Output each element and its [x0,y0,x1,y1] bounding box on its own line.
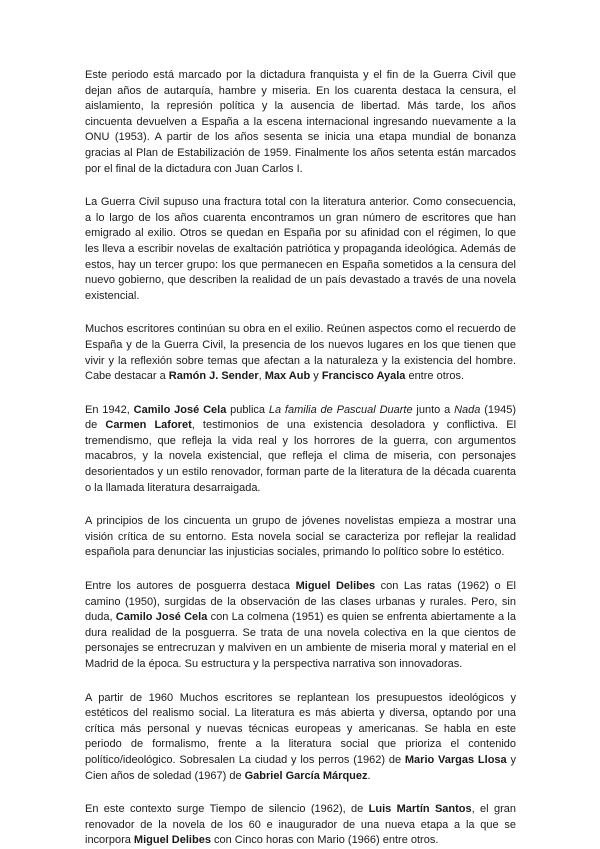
bold-name: Ramón J. Sender [168,370,259,383]
text-run: y Cien años de soledad (1967) de [85,753,516,782]
bold-name: Francisco Ayala [321,370,406,383]
text-run: (1945) de [85,403,517,432]
text-run: junto a [412,403,455,416]
text-run: y [310,370,322,383]
bold-name: Max Aub [264,370,311,383]
text-run: con La colmena (1951) es quien se enfrenta abiertamente a la dura realidad de la posguerra. Se trata de una novela colectiva en la que cientos de personajes se entrecruzan y malviven en un ambiente de miseria moral y material en el Madrid de la época. Su estructura y la perspectiva narrativa son innovadoras. [85,611,516,670]
text-run: Muchos escritores continúan su obra en el exilio. Reúnen aspectos como el recuerdo de España y de la Guerra Civil, la presencia de los nuevos lugares en los que tienen que vivir y la reflexión sobre temas que afectan a la naturaleza y la existencia del hombre. Cabe destacar a [85,323,516,383]
italic-title: Nada [454,403,481,416]
text-run: , el gran renovador de la novela de los 60 e inaugurador de una nueva etapa a la que se incorpora [85,803,516,847]
paragraph-5 [85,514,516,561]
bold-name: Carmen Laforet [105,419,192,432]
text-run: Este periodo está marcado por la dictadura franquista y el fin de la Guerra Civil que dejan años de autarquía, hambre y miseria. En los cuarenta destaca la censura, el aislamiento, la represión política y la ausencia de libertad. Más tarde, los años cincuenta devuelven a España a la escena internacional ingresando nuevamente a la ONU (1953). A partir de los años sesenta se inicia una etapa mundial de bonanza gracias al Plan de Estabilización de 1959. Finalmente los años setenta están marcados por el final de la dictadura con Juan Carlos I. [85,69,516,175]
bold-name: Gabriel García Márquez [244,769,368,782]
italic-title: La familia de Pascual Duarte [268,403,413,416]
paragraph-7 [85,691,516,785]
paragraph-6 [85,579,516,673]
text-run: A principios de los cincuenta un grupo de jóvenes novelistas empieza a mostrar una visión crítica de su entorno. Esta novela social se caracteriza por reflejar la realidad española para denunciar las injusticias sociales, primando lo político sobre lo estético. [85,515,516,559]
text-run: La Guerra Civil supuso una fractura total con la literatura anterior. Como consecuencia, a lo largo de los años cuarenta encontramos un gran número de escritores que han emigrado al exilio. Otros se quedan en España por su afinidad con el régimen, lo que les lleva a escribir novelas de exaltación patriótica y propaganda ideológica. Además de estos, hay un tercer grupo: los que permanecen en España sometidos a la censura del nuevo gobierno, que describen la realidad de un país devastado a través de una novela existencial. [85,196,516,302]
paragraph-3 [85,322,516,384]
text-run: publica [226,403,269,416]
text-run: con Cinco horas con Mario (1966) entre otros. [210,834,439,847]
text-run: , testimonios de una existencia desoladora y conflictiva. El tremendismo, que refleja la vida real y los horrores de la guerra, con argumentos macabros, y la novela existencial, que refleja el clima de miseria, con personajes desorientados y un estilo renovador, forman parte de la literatura de la década cuarenta o la llamada literatura desarraigada. [85,419,517,494]
bold-name: Luis Martín Santos [368,803,472,816]
text-run: Entre los autores de posguerra destaca [85,580,296,593]
bold-name: Miguel Delibes [295,580,376,593]
paragraph-2 [85,195,516,304]
text-run: . [367,769,371,782]
paragraph-4 [85,403,516,497]
text-run: , [258,370,265,383]
text-run: En 1942, [85,403,134,416]
bold-name: Camilo José Cela [115,611,208,624]
bold-name: Miguel Delibes [133,834,211,847]
text-run: entre otros. [405,370,465,383]
paragraph-8 [85,802,516,849]
bold-name: Camilo José Cela [133,403,227,416]
bold-name: Mario Vargas Llosa [404,753,507,766]
text-run: con Las ratas (1962) o El camino (1950), surgidas de la observación de las clases urbanas y rurales. Pero, sin duda, [85,580,516,624]
text-run: En este contexto surge Tiempo de silencio (1962), de [85,803,369,816]
text-run: A partir de 1960 Muchos escritores se replantean los presupuestos ideológicos y estéticos del realismo social. La literatura es más abierta y diversa, optando por una crítica más personal y nuevas técnicas europeas y americanas. Se habla en este periodo de formalismo, frente a la literatura social que prioriza el contenido político/ideológico. Sobresalen La ciudad y los perros (1962) de [85,691,516,766]
paragraph-1 [85,68,516,177]
